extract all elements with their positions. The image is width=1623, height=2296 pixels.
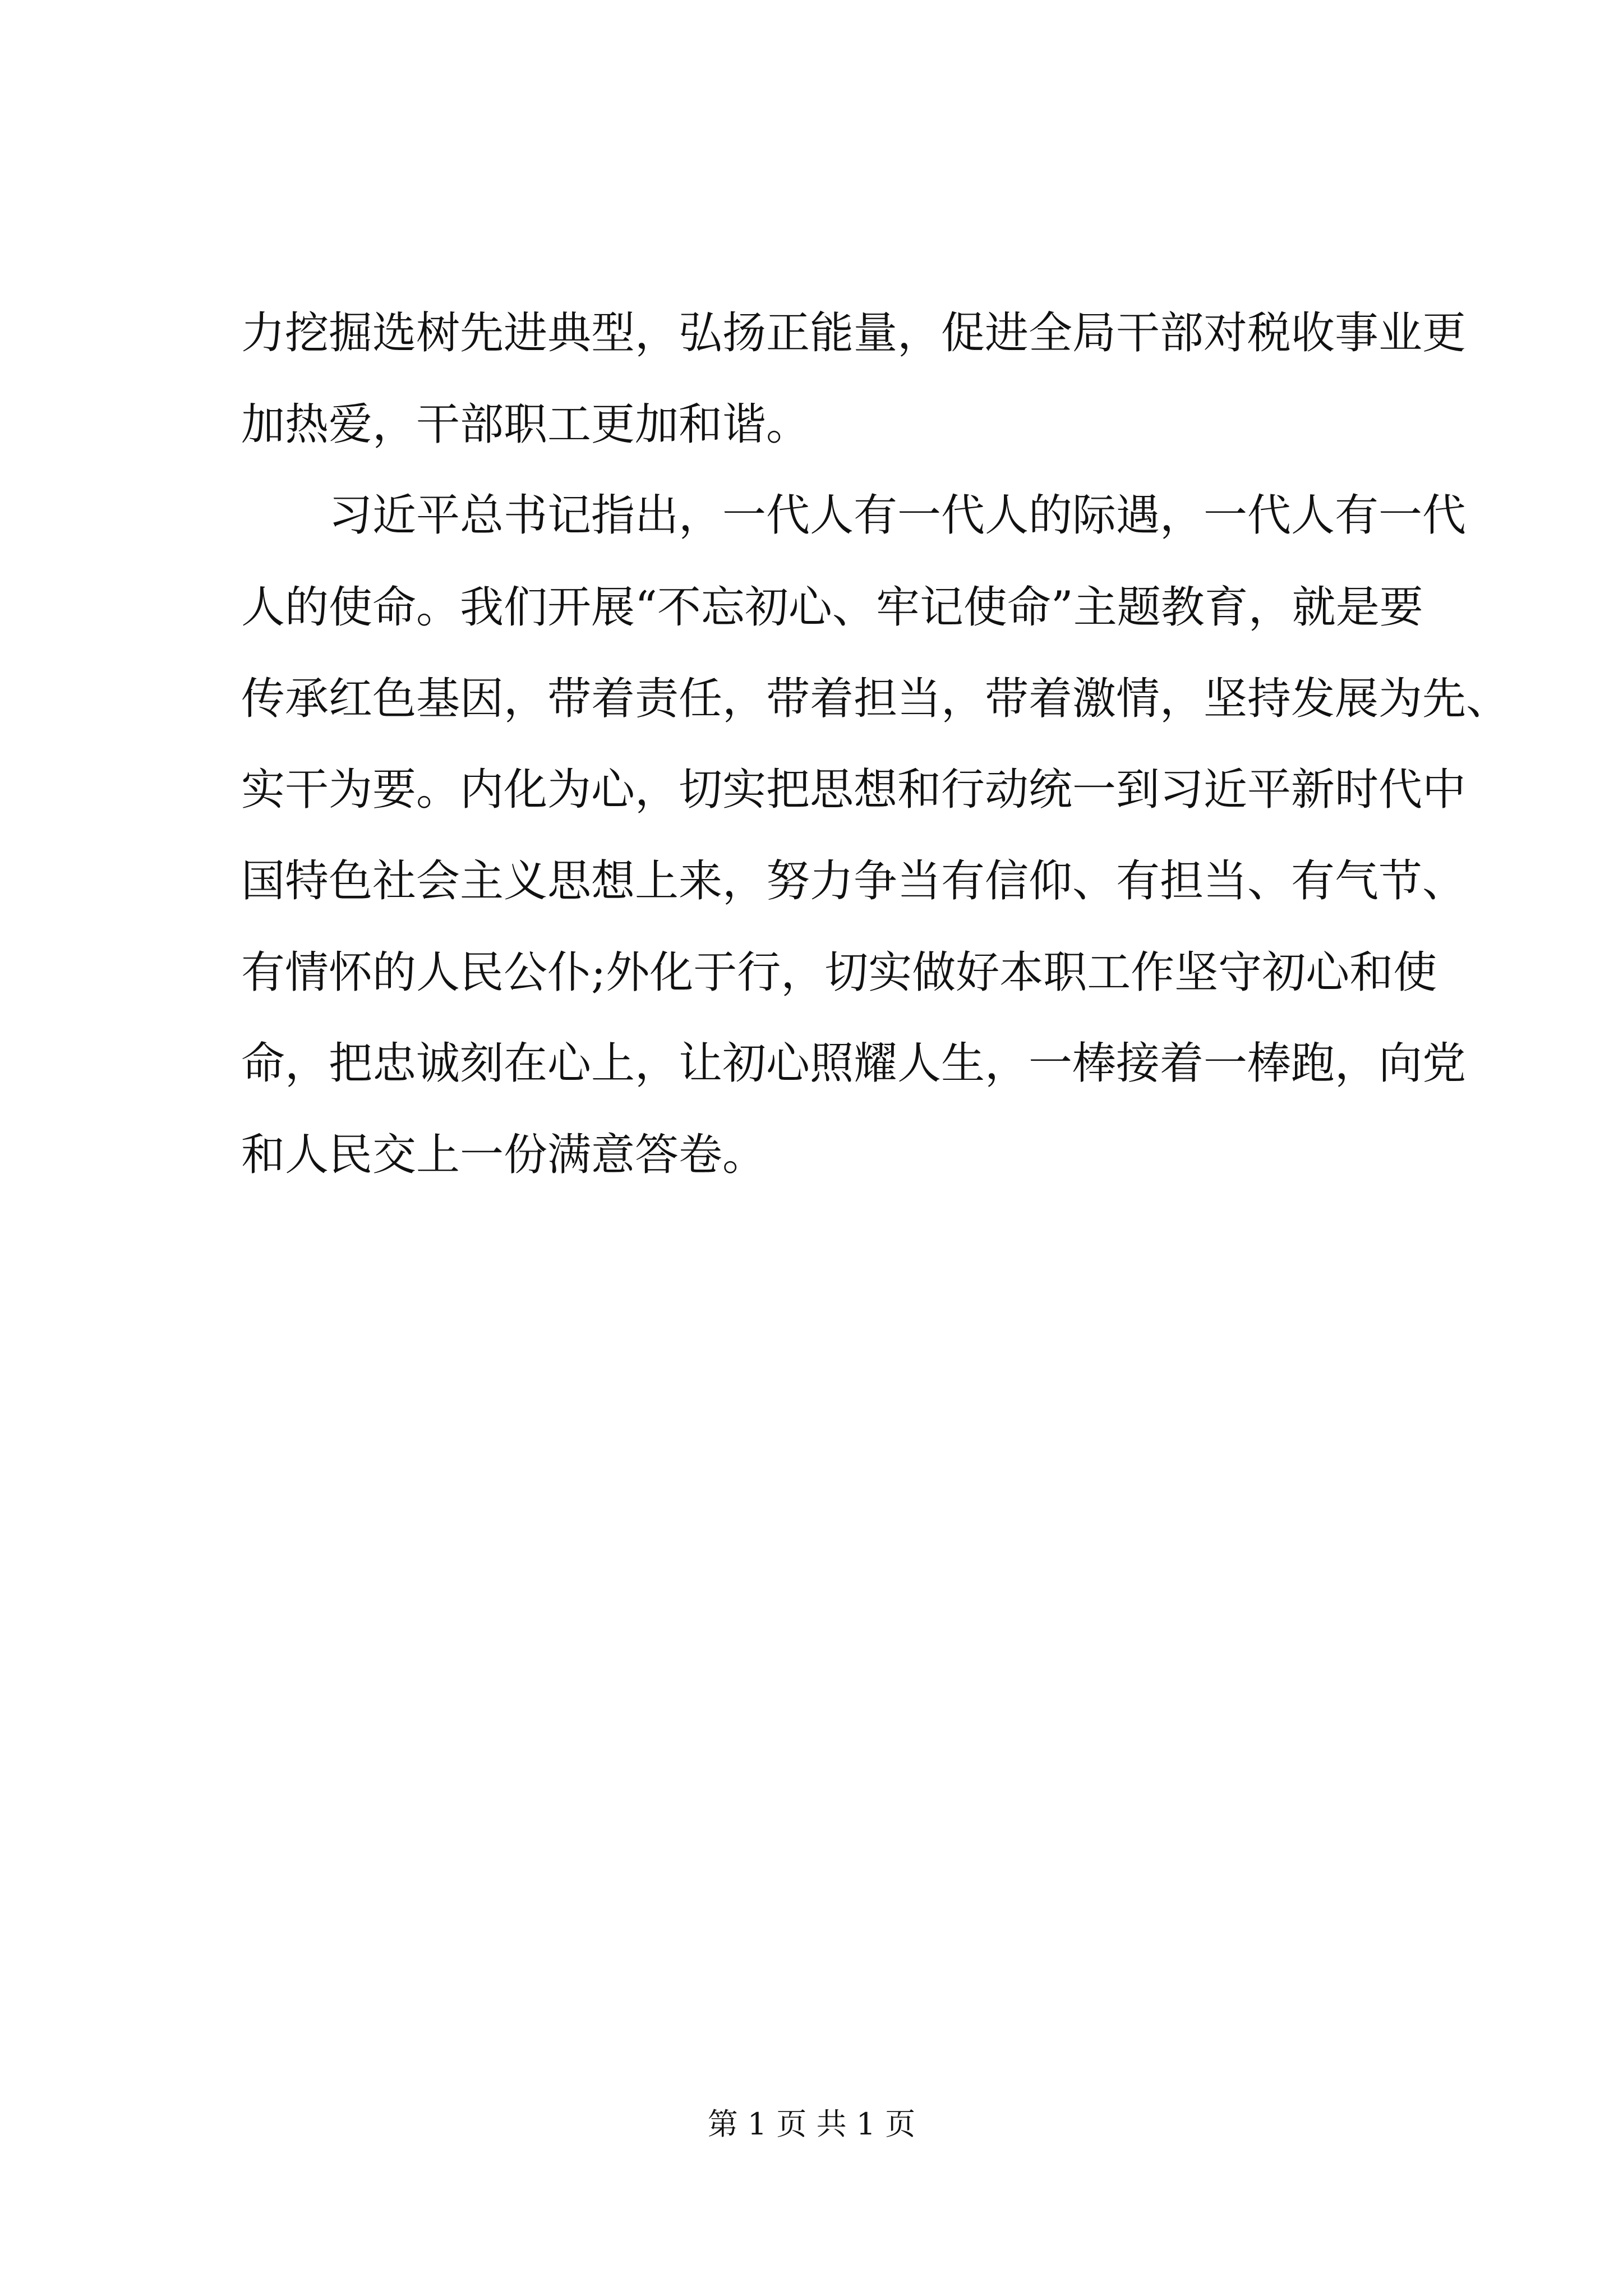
body-line-1: 力挖掘选树先进典型，弘扬正能量，促进全局干部对税收事业更 (241, 308, 1467, 358)
body-line-10: 和人民交上一份满意答卷。 (241, 1130, 767, 1180)
body-line-8: 有情怀的人民公仆;外化于行，切实做好本职工作坚守初心和使 (241, 947, 1437, 998)
body-line-2: 加热爱，干部职工更加和谐。 (241, 399, 810, 450)
body-line-6: 实干为要。内化为心，切实把思想和行动统一到习近平新时代中 (241, 765, 1467, 815)
body-line-5: 传承红色基因，带着责任，带着担当，带着激情，坚持发展为先、 (241, 674, 1510, 724)
body-line-4: 人的使命。我们开展“不忘初心、牢记使命”主题教育，就是要 (241, 582, 1423, 633)
body-line-9: 命，把忠诚刻在心上，让初心照耀人生，一棒接着一棒跑，向党 (241, 1038, 1467, 1089)
body-line-3: 习近平总书记指出，一代人有一代人的际遇，一代人有一代 (329, 490, 1467, 541)
page-number-footer: 第 1 页 共 1 页 (707, 2106, 916, 2142)
body-line-7: 国特色社会主义思想上来，努力争当有信仰、有担当、有气节、 (241, 856, 1467, 907)
